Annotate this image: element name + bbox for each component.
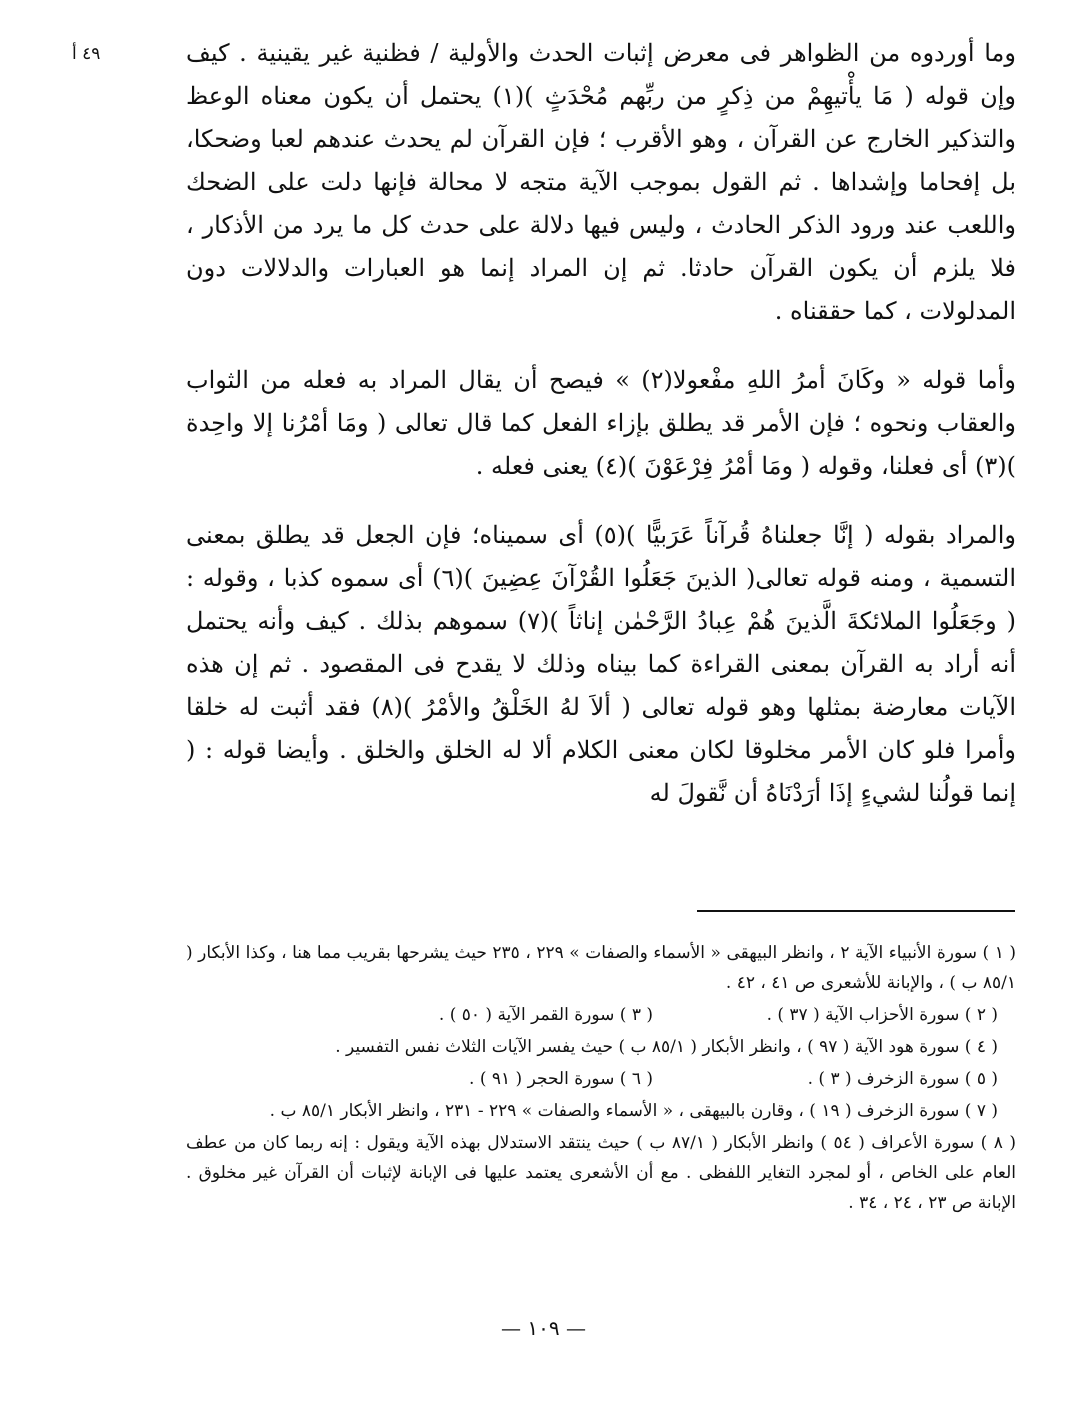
- footnote-row-2-3: [186, 1000, 1016, 1030]
- page-number: — ١٠٩ —: [501, 1316, 586, 1340]
- main-text: [186, 32, 1016, 815]
- footnote-3: ( ٣ ) سورة القمر الآية ( ٥٠ ) .: [438, 1005, 653, 1025]
- footnote-separator: [697, 910, 1015, 912]
- footnote-5: ( ٥ ) سورة الزخرف ( ٣ ) .: [807, 1069, 998, 1089]
- footnote-row-5-6: [186, 1064, 1016, 1094]
- footnote-1: ( ١ ) سورة الأنبياء الآية ٢ ، وانظر البيهقى « الأسماء والصفات » ٢٢٩ ، ٢٣٥ حيث يشرحها بقريب مما هنا ، وكذا الأبكار ( ٨٥/١ ب ) ، والإبانة للأشعرى ص ٤١ ، ٤٢ .: [186, 943, 1017, 993]
- footnote-7: ( ٧ ) سورة الزخرف ( ١٩ ) ، وقارن بالبيهقى ، « الأسماء والصفات » ٢٢٩ - ٢٣١ ، وانظر الأبكار ٨٥/١ ب .: [269, 1101, 998, 1121]
- paragraph-3: والمراد بقوله ( إنَّا جعلناهُ قُرآناً عَرَبيًّا )(٥) أى سميناه؛ فإن الجعل قد يطلق بمعنى التسمية ، ومنه قوله تعالى( الذينَ جَعَلُوا القُرْآنَ عِضِينَ )(٦) أى سموه كذبا ، وقوله : ( وجَعَلُوا الملائكةَ الَّذينَ هُمْ عِبادُ الرَّحْمٰن إناثاً )(٧) سموهم بذلك . كيف وأنه يحتمل أنه أراد به القرآن بمعنى القراءة كما بيناه وذلك لا يقدح فى المقصود . ثم إن هذه الآيات معارضة بمثلها وهو قوله تعالى ( ألاَ لهُ الخَلْقُ والأمْرُ )(٨) فقد أثبت له خلقا وأمرا فلو كان الأمر مخلوقا لكان معنى الكلام ألا له الخلق والخلق . وأيضا قوله : ( إنما قولُنا لشيءٍ إذَا أرَدْنَاهُ أن نَّقولَ له: [186, 521, 1017, 807]
- paragraph-1: وما أوردوه من الظواهر فى معرض إثبات الحدث والأولية / فظنية غير يقينية . كيف وإن قوله ( مَا يأْتيهِمْ من ذِكرٍ من ربِّهم مُحْدَثٍ )(١) يحتمل أن يكون معناه الوعظ والتذكير الخارج عن القرآن ، وهو الأقرب ؛ فإن القرآن لم يحدث عندهم لعبا وضحكا، بل إفحاما وإشداها . ثم القول بموجب الآية متجه لا محالة فإنها دلت على الضحك واللعب عند ورود الذكر الحادث ، وليس فيها دلالة على حدث كل ما يرد من الأذكار ، فلا يلزم أن يكون القرآن حادثا. ثم إن المراد إنما هو العبارات والدلالات دون المدلولات ، كما حققناه .: [186, 39, 1016, 325]
- footnote-2: ( ٢ ) سورة الأحزاب الآية ( ٣٧ ) .: [766, 1005, 998, 1025]
- footnote-6: ( ٦ ) سورة الحجر ( ٩١ ) .: [469, 1069, 653, 1089]
- margin-folio-note: ٤٩ أ: [72, 44, 101, 64]
- footnotes: [186, 938, 1016, 1220]
- footnote-4: ( ٤ ) سورة هود الآية ( ٩٧ ) ، وانظر الأبكار ( ٨٥/١ ب ) حيث يفسر الآيات الثلاث نفس التفسير .: [335, 1037, 998, 1057]
- footnote-8: ( ٨ ) سورة الأعراف ( ٥٤ ) وانظر الأبكار ( ٨٧/١ ب ) حيث ينتقد الاستدلال بهذه الآية ويقول : إنه ربما كان من عطف العام على الخاص ، أو لمجرد التغاير اللفظى . مع أن الأشعرى يعتمد عليها فى الإبانة لإثبات أن القرآن غير مخلوق . الإبانة ص ٢٣ ، ٢٤ ، ٣٤ .: [186, 1133, 1017, 1213]
- paragraph-2: وأما قوله « وكَانَ أمرُ اللهِ مفْعولا(٢) » فيصح أن يقال المراد به فعله من الثواب والعقاب ونحوه ؛ فإن الأمر قد يطلق بإزاء الفعل كما قال تعالى ( ومَا أمْرُنا إلا واحِدة )(٣) أى فعلنا، وقوله ( ومَا أمْرُ فِرْعَوْنَ )(٤) يعنى فعله .: [186, 366, 1017, 480]
